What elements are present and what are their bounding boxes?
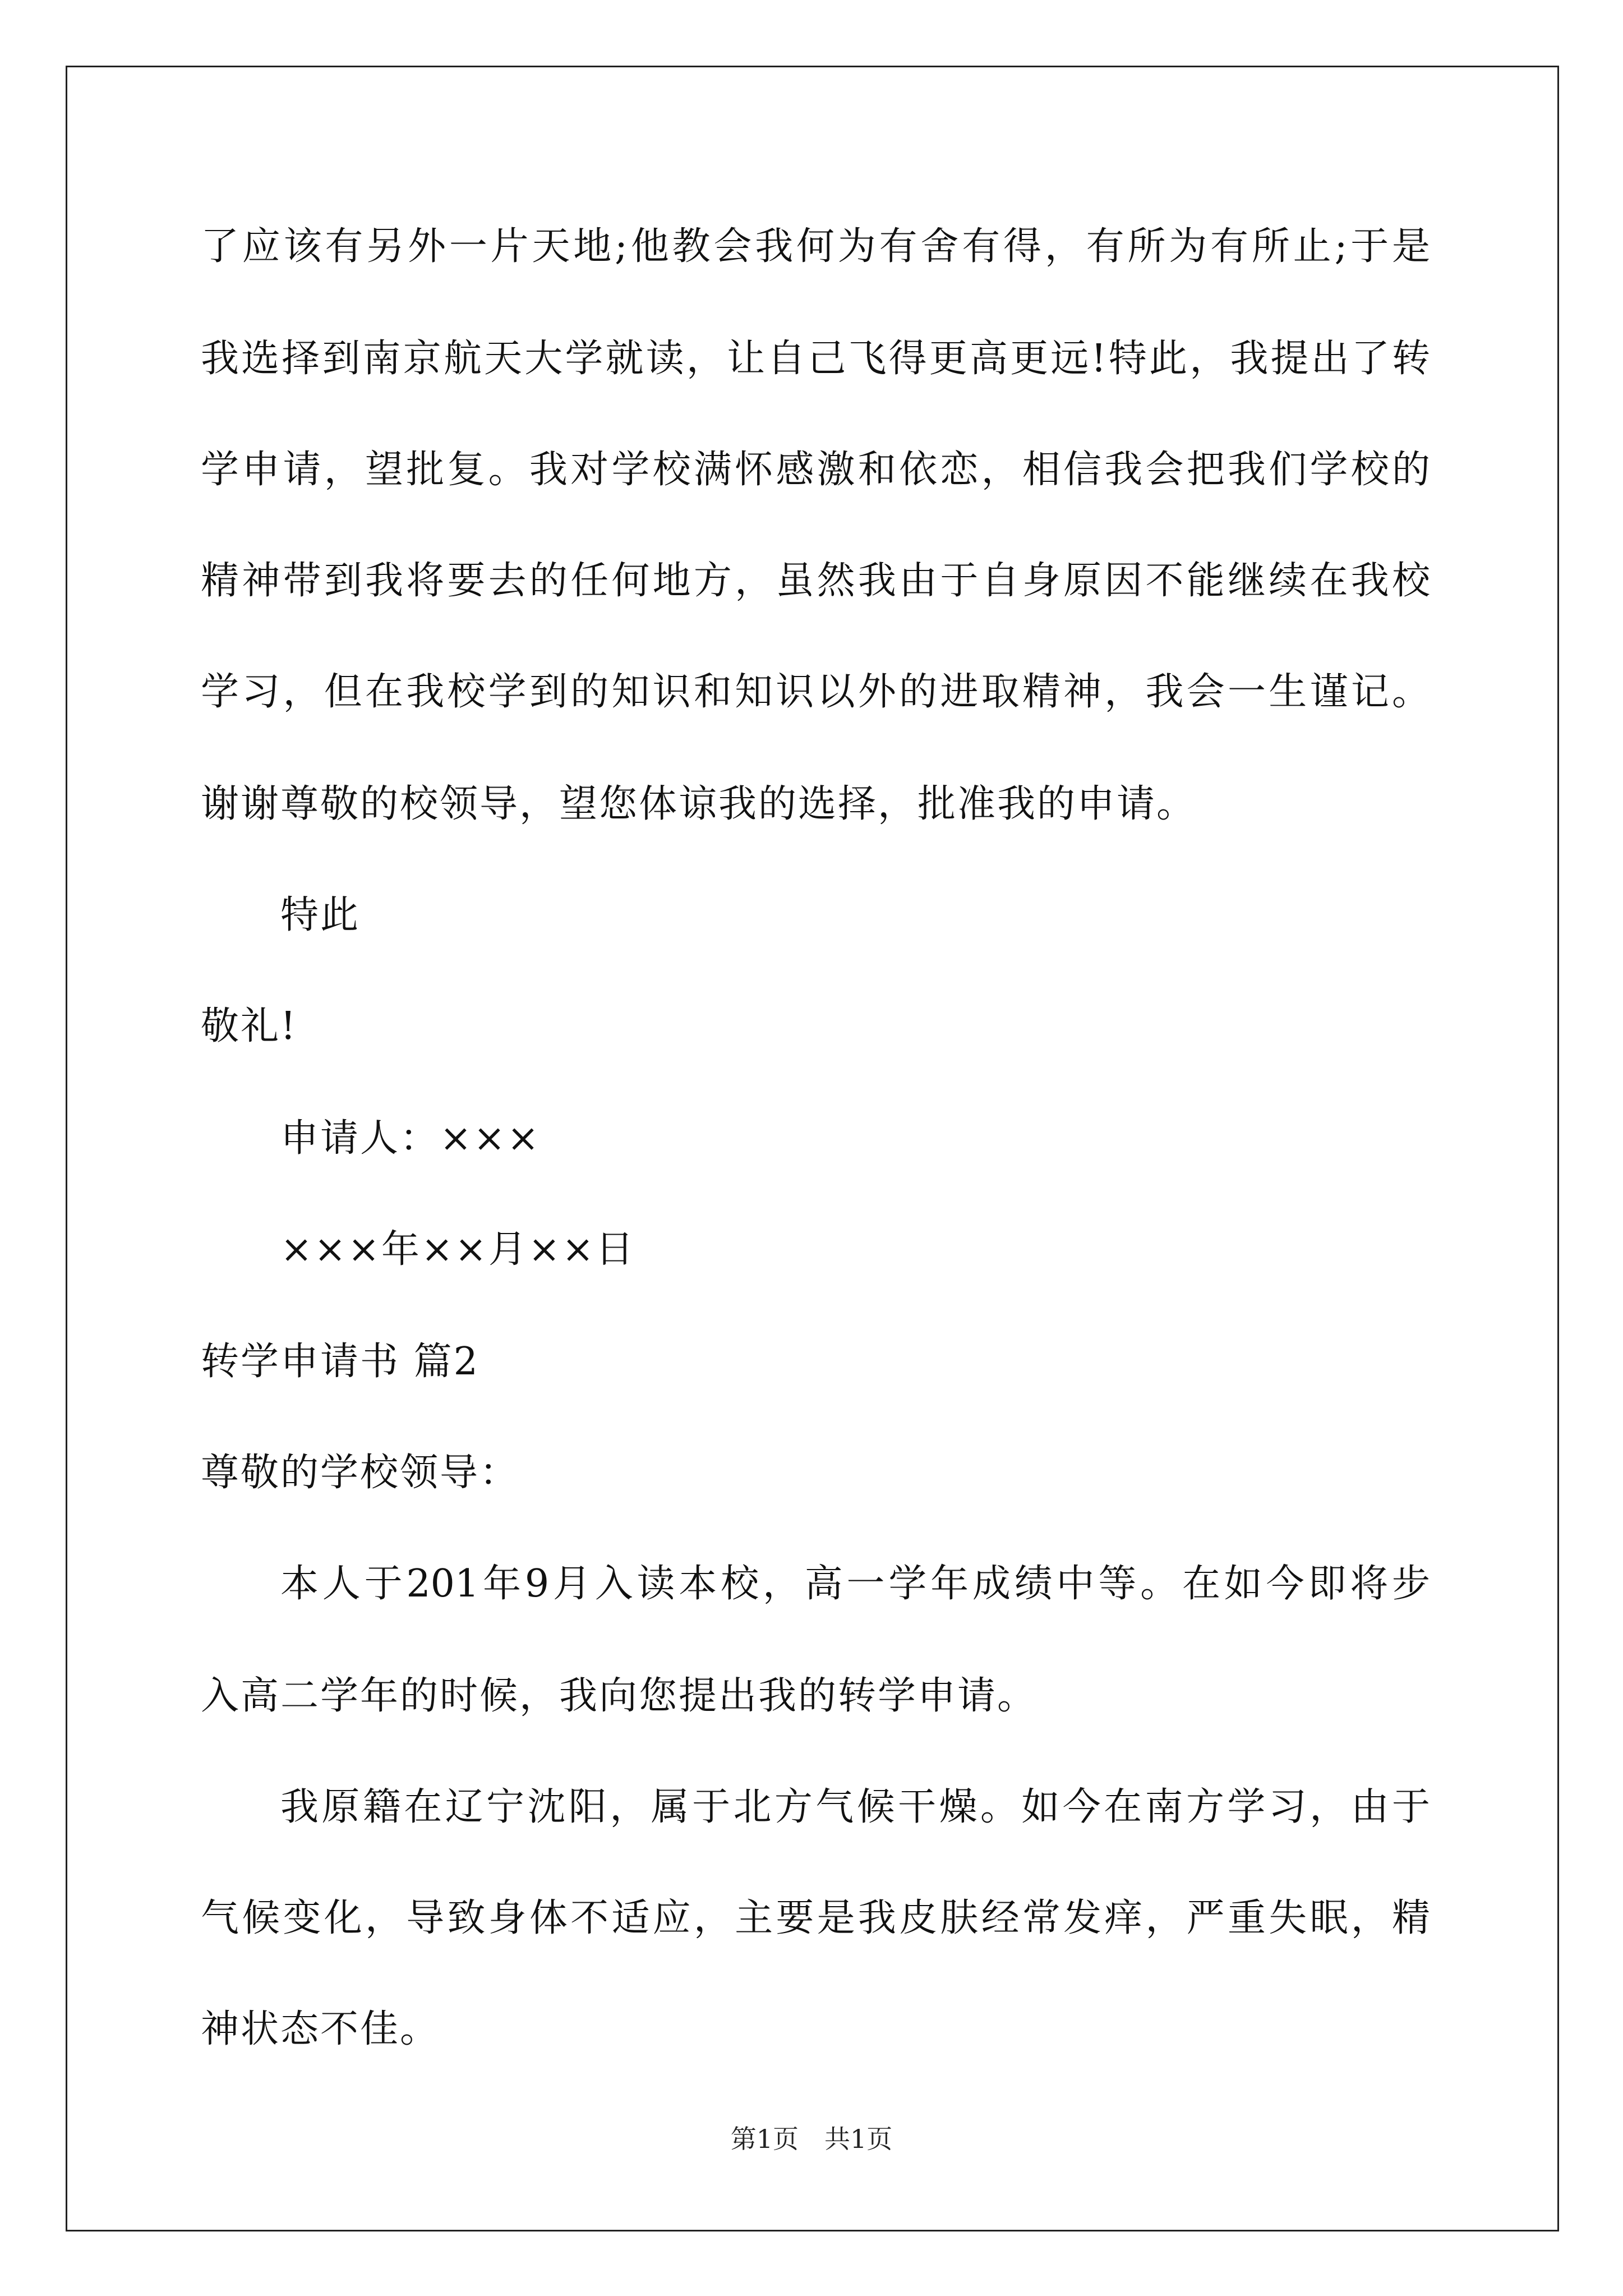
paragraph-2-line-1: 我原籍在辽宁沈阳，属于北方气候干燥。如今在南方学习，由于 [280, 1785, 1430, 1829]
closing-tecí: 特此 [280, 893, 361, 937]
body-line-4: 精神带到我将要去的任何地方，虽然我由于自身原因不能继续在我校 [201, 559, 1430, 603]
closing-jingli: 敬礼! [201, 1004, 298, 1048]
section-title: 转学申请书 篇2 [201, 1340, 479, 1384]
paragraph-1-line-1: 本人于201年9月入读本校，高一学年成绩中等。在如今即将步 [280, 1562, 1430, 1606]
body-line-5: 学习，但在我校学到的知识和知识以外的进取精神，我会一生谨记。 [201, 670, 1430, 714]
paragraph-2-line-3: 神状态不佳。 [201, 2007, 440, 2051]
application-date: ×××年××月××日 [280, 1227, 635, 1272]
salutation: 尊敬的学校领导： [201, 1451, 520, 1495]
body-line-2: 我选择到南京航天大学就读，让自己飞得更高更远!特此，我提出了转 [201, 337, 1430, 381]
body-line-1: 了应该有另外一片天地;他教会我何为有舍有得，有所为有所止;于是 [201, 224, 1430, 269]
paragraph-1-line-2: 入高二学年的时候，我向您提出我的转学申请。 [201, 1674, 1038, 1718]
page-footer: 第1页 共1页 [730, 2124, 893, 2154]
paragraph-2-line-2: 气候变化，导致身体不适应，主要是我皮肤经常发痒，严重失眠，精 [201, 1896, 1430, 1940]
body-line-3: 学申请，望批复。我对学校满怀感激和依恋，相信我会把我们学校的 [201, 448, 1430, 492]
body-line-6: 谢谢尊敬的校领导，望您体谅我的选择，批准我的申请。 [201, 782, 1197, 826]
applicant-signature: 申请人：××× [280, 1116, 541, 1161]
